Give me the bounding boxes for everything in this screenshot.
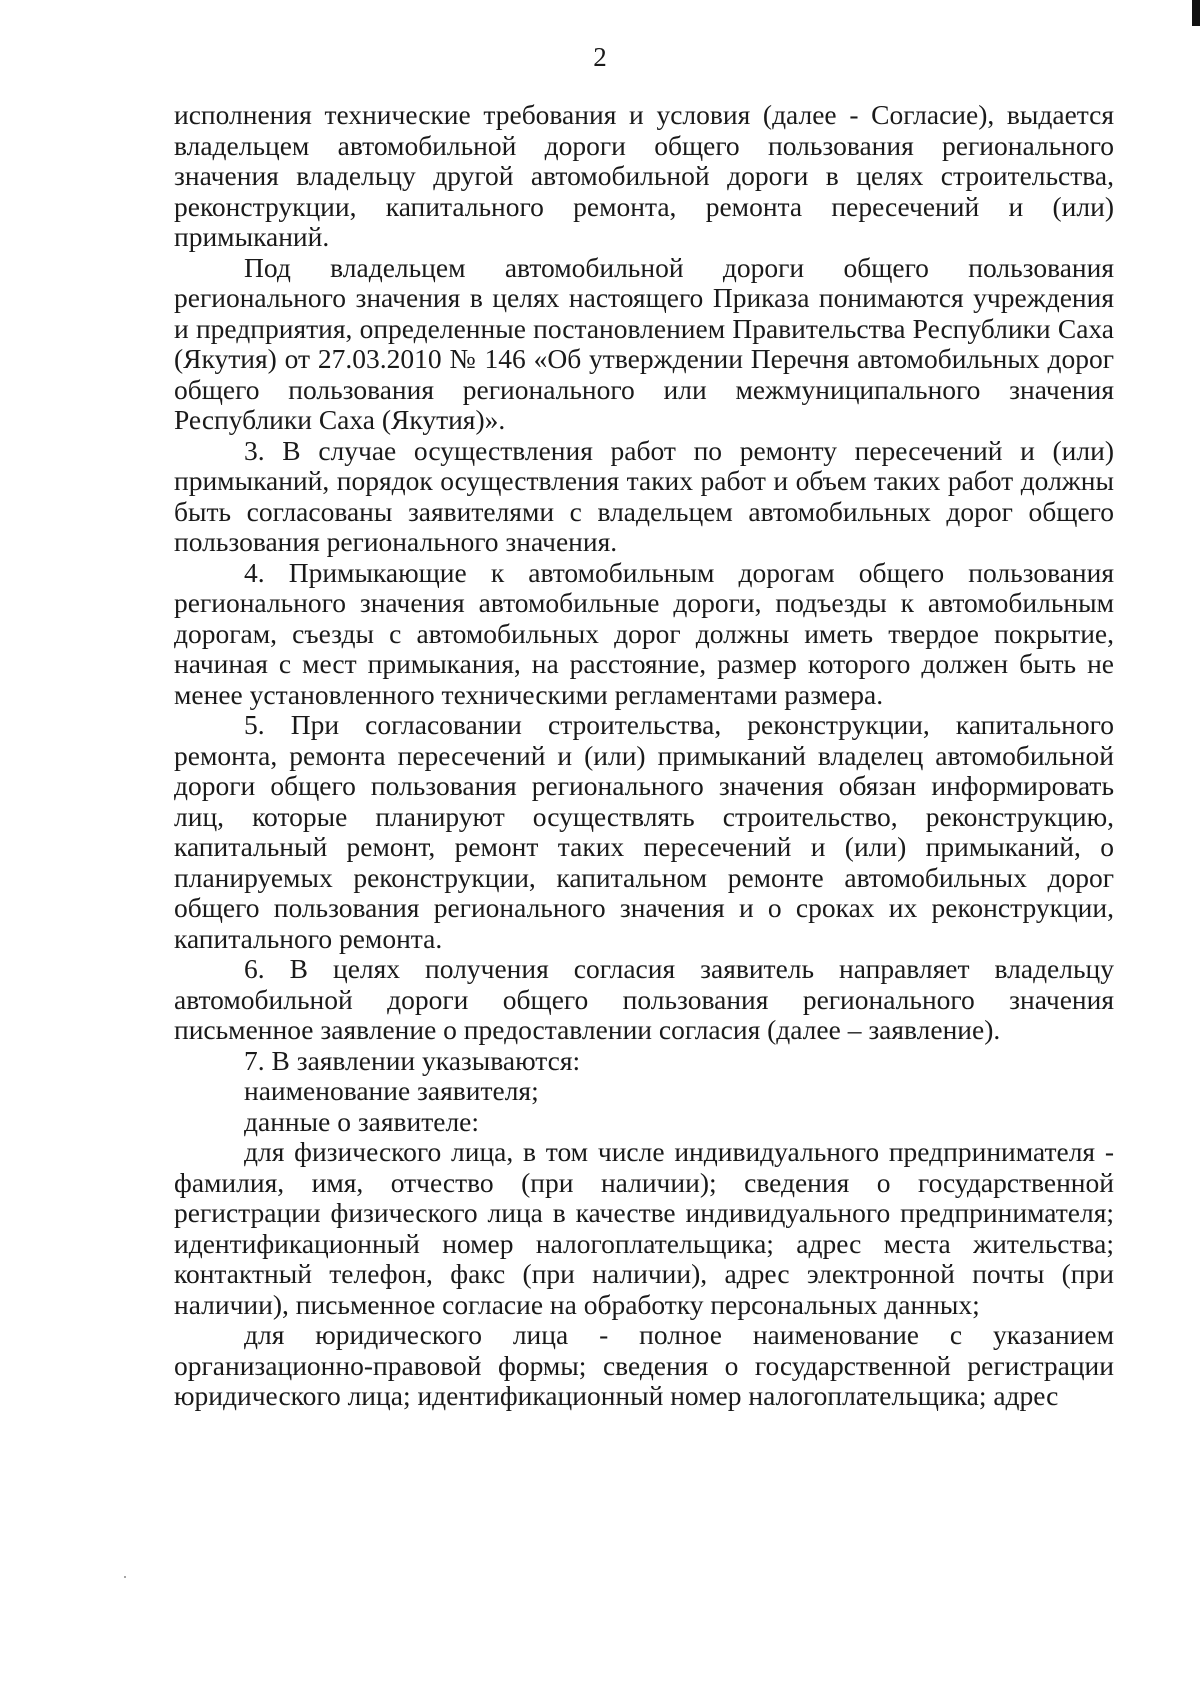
paragraph-continuation: исполнения технические требования и условия (далее - Согласие), выдается владельцем автомобильной дороги общего пользования регионального значения владельцу другой автомобильной дороги в целях строительства, реконструкции, капитального ремонта, ремонта пересечений и (или) примыканий. — [174, 99, 1114, 252]
paragraph-item-7: 7. В заявлении указываются: — [244, 1044, 581, 1076]
paragraph-applicant-name: наименование заявителя; — [244, 1075, 539, 1106]
paragraph-item-6: 6. В целях получения согласия заявитель направляет владельцу автомобильной дороги общего пользования регионального значения письменное заявление о предоставлении согласия (далее – заявление). — [174, 953, 1114, 1045]
scan-speck — [124, 1576, 126, 1578]
page-number: 2 — [593, 42, 607, 72]
scan-edge-mark — [1192, 0, 1200, 26]
paragraph-road-owner-definition: Под владельцем автомобильной дороги общего пользования регионального значения в целях настоящего Приказа понимаются учреждения и предприятия, определенные постановлением Правительства Республики Саха (Якутия) от 27.03.2010 № 146 «Об утверждении Перечня автомобильных дорог общего пользования регионального или межмуниципального значения Республики Саха (Якутия)». — [174, 251, 1114, 435]
document-body — [174, 100, 1114, 1412]
paragraph-individual: для физического лица, в том числе индивидуального предпринимателя - фамилия, имя, отчество (при наличии); сведения о государственной регистрации физического лица в качестве индивидуального предпринимателя; идентификационный номер налогоплательщика; адрес места жительства; контактный телефон, факс (при наличии), адрес электронной почты (при наличии), письменное согласие на обработку персональных данных; — [174, 1136, 1114, 1320]
paragraph-item-4: 4. Примыкающие к автомобильным дорогам общего пользования регионального значения автомобильные дороги, подъезды к автомобильным дорогам, съезды с автомобильных дорог должны иметь твердое покрытие, начиная с мест примыкания, на расстояние, размер которого должен быть не менее установленного техническими регламентами размера. — [174, 556, 1114, 710]
paragraph-legal-entity: для юридического лица - полное наименование с указанием организационно-правовой формы; сведения о государственной регистрации юридического лица; идентификационный номер налогоплательщика; адрес — [174, 1319, 1114, 1411]
paragraph-item-3: 3. В случае осуществления работ по ремонту пересечений и (или) примыканий, порядок осуществления таких работ и объем таких работ должны быть согласованы заявителями с владельцем автомобильных дорог общего пользования регионального значения. — [174, 434, 1114, 557]
paragraph-applicant-data: данные о заявителе: — [244, 1105, 480, 1137]
paragraph-item-5: 5. При согласовании строительства, реконструкции, капитального ремонта, ремонта пересечений и (или) примыканий владелец автомобильной дороги общего пользования регионального значения обязан информировать лиц, которые планируют осуществлять строительство, реконструкцию, капитальный ремонт, ремонт таких пересечений и (или) примыканий, о планируемых реконструкции, капитальном ремонте автомобильных дорог общего пользования регионального значения и о сроках их реконструкции, капитального ремонта. — [174, 709, 1114, 954]
